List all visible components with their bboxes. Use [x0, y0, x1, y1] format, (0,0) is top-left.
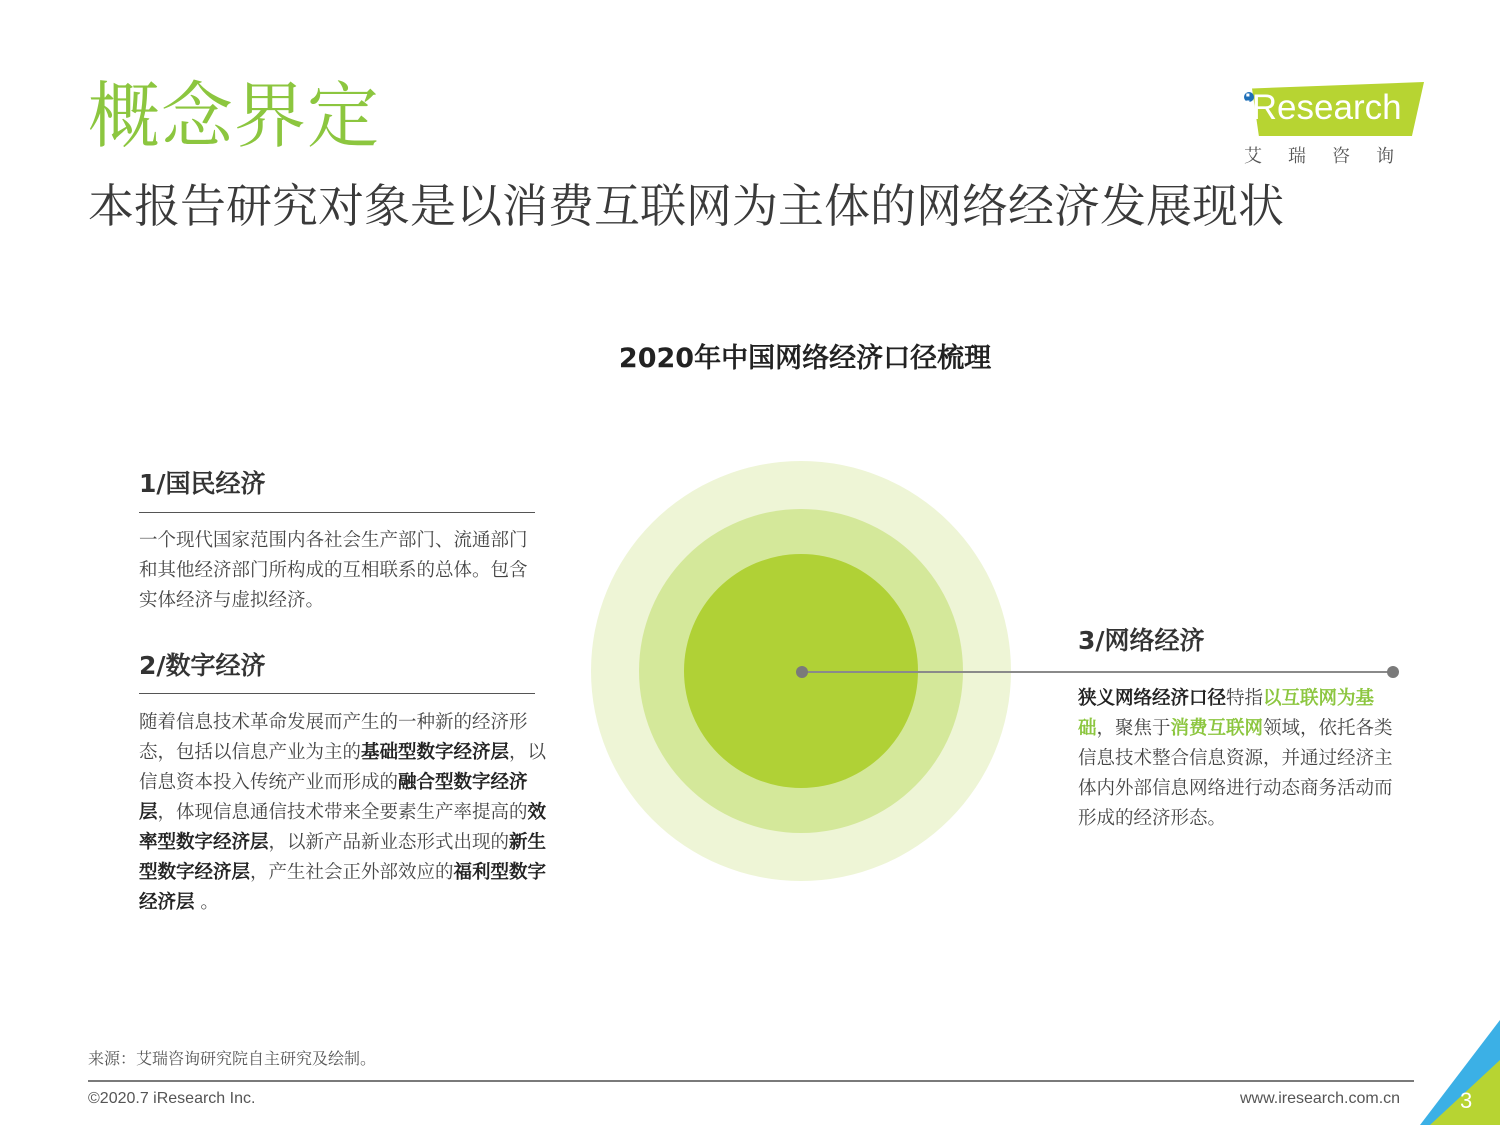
- s2-bold-5: 福利型数字经济层: [139, 862, 547, 913]
- s2-bold-2: 融合型数字经济层: [139, 772, 528, 823]
- connector-line: [790, 660, 1405, 684]
- s3-text-3: 领域，依托各类信息技术整合信息资源，并通过经济主体内外部信息网络进行动态商务活动而形成的经济形态。: [1078, 718, 1393, 829]
- section-1-heading: 1/国民经济: [139, 469, 266, 498]
- s2-bold-4: 新生型数字经济层: [139, 832, 547, 883]
- chart-title: 2020年中国网络经济口径梳理: [618, 343, 992, 374]
- logo-chinese-name: 艾瑞咨询: [1244, 146, 1420, 167]
- s3-highlight-2: 消费互联网: [1170, 718, 1264, 739]
- s2-text-1: 随着信息技术革命发展而产生的一种新的经济形态，包括以信息产业为主的: [139, 712, 528, 763]
- s2-text-3: ，体现信息通信技术带来全要素生产率提高的: [157, 802, 528, 823]
- section-1-body: 一个现代国家范围内各社会生产部门、流通部门和其他经济部门所构成的互相联系的总体。包含实体经济与虚拟经济。: [139, 530, 528, 611]
- s2-bold-1: 基础型数字经济层: [361, 742, 510, 763]
- s2-text-4: ，以新产品新业态形式出现的: [268, 832, 510, 853]
- logo-text: iResearch: [1244, 88, 1402, 127]
- section-2-divider: [139, 693, 535, 694]
- s2-text-2: ，以信息资本投入传统产业而形成的: [139, 742, 547, 793]
- s2-text-5: ，产生社会正外部效应的: [250, 862, 454, 883]
- s3-highlight-1: 以互联网为基础: [1078, 688, 1375, 739]
- website-link[interactable]: www.iresearch.com.cn: [1240, 1090, 1401, 1107]
- section-3-heading: 3/网络经济: [1078, 626, 1205, 655]
- page-subtitle: 本报告研究对象是以消费互联网为主体的网络经济发展现状: [88, 179, 1284, 233]
- section-1-divider: [139, 512, 535, 513]
- s2-text-6: 。: [194, 892, 219, 913]
- s3-text-2: ，聚焦于: [1096, 718, 1171, 739]
- page-title: 概念界定: [88, 74, 381, 158]
- section-2-heading: 2/数字经济: [139, 651, 266, 680]
- section-2-body: [139, 708, 553, 918]
- connector-end-dot: [1387, 666, 1399, 678]
- connector-start-dot: [796, 666, 808, 678]
- s3-bold-1: 狭义网络经济口径: [1078, 688, 1227, 709]
- corner-decoration: [1380, 1020, 1500, 1125]
- page-number: 3: [1460, 1088, 1473, 1113]
- copyright: ©2020.7 iResearch Inc.: [88, 1090, 256, 1107]
- source-note: 来源：艾瑞咨询研究院自主研究及绘制。: [88, 1049, 377, 1068]
- iresearch-logo: [1238, 80, 1428, 170]
- footer-divider: [88, 1080, 1414, 1082]
- s2-bold-3: 效率型数字经济层: [139, 802, 547, 853]
- s3-text-1: 特指: [1226, 688, 1264, 709]
- section-3-body: [1078, 684, 1394, 834]
